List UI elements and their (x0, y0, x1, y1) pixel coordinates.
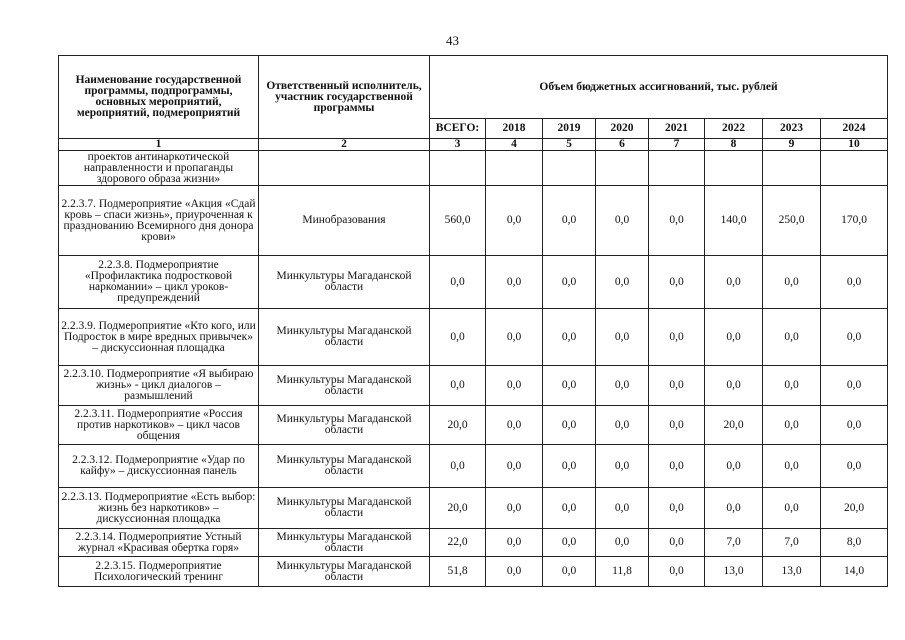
column-number: 7 (649, 139, 705, 151)
row-year-value: 0,0 (486, 309, 543, 366)
row-year-value: 0,0 (486, 529, 543, 557)
row-year-value: 0,0 (596, 366, 649, 406)
row-year-value: 0,0 (596, 488, 649, 529)
row-name: 2.2.3.10. Подмероприятие «Я выбираю жизнь» - цикл диалогов – размышлений (59, 366, 259, 406)
row-year-value: 0,0 (649, 186, 705, 256)
header-year: 2024 (821, 119, 888, 139)
row-year-value: 0,0 (596, 529, 649, 557)
row-year-value: 0,0 (543, 256, 596, 309)
row-year-value: 0,0 (763, 488, 821, 529)
row-total-value: 20,0 (430, 406, 486, 445)
row-year-value: 0,0 (763, 309, 821, 366)
page-number: 43 (446, 33, 459, 48)
row-year-value: 13,0 (705, 557, 763, 587)
row-year-value: 0,0 (649, 557, 705, 587)
column-number: 5 (543, 139, 596, 151)
row-year-value: 0,0 (649, 406, 705, 445)
header-responsible: Ответственный исполнитель, участник государственной программы (259, 56, 430, 139)
row-year-value: 0,0 (486, 445, 543, 488)
row-responsible: Минкультуры Магаданской области (259, 557, 430, 587)
row-year-value (705, 151, 763, 186)
header-year: 2018 (486, 119, 543, 139)
row-year-value: 0,0 (705, 309, 763, 366)
header-program-name: Наименование государственной программы, подпрограммы, основных мероприятий, мероприятий, подмероприятий (59, 56, 259, 139)
row-year-value (649, 151, 705, 186)
column-number: 9 (763, 139, 821, 151)
table-row (59, 529, 888, 557)
row-year-value: 0,0 (543, 557, 596, 587)
row-responsible: Минкультуры Магаданской области (259, 256, 430, 309)
row-year-value: 11,8 (596, 557, 649, 587)
row-year-value: 7,0 (763, 529, 821, 557)
row-year-value: 0,0 (649, 309, 705, 366)
row-total-value (430, 151, 486, 186)
row-year-value: 0,0 (649, 529, 705, 557)
row-name: 2.2.3.12. Подмероприятие «Удар по кайфу» – дискуссионная панель (59, 445, 259, 488)
table-row (59, 256, 888, 309)
row-name: 2.2.3.9. Подмероприятие «Кто кого, или Подросток в мире вредных привычек» – дискуссионная площадка (59, 309, 259, 366)
header-year: 2023 (763, 119, 821, 139)
row-year-value: 0,0 (649, 488, 705, 529)
row-year-value: 250,0 (763, 186, 821, 256)
table-row (59, 366, 888, 406)
row-year-value: 0,0 (543, 309, 596, 366)
row-year-value: 0,0 (763, 366, 821, 406)
row-year-value: 0,0 (705, 366, 763, 406)
row-total-value: 0,0 (430, 256, 486, 309)
row-total-value: 0,0 (430, 445, 486, 488)
row-year-value: 20,0 (705, 406, 763, 445)
table-row (59, 309, 888, 366)
row-year-value: 0,0 (543, 366, 596, 406)
header-total: ВСЕГО: (430, 119, 486, 139)
row-year-value: 8,0 (821, 529, 888, 557)
row-year-value: 0,0 (821, 406, 888, 445)
row-responsible (259, 151, 430, 186)
row-year-value: 0,0 (543, 529, 596, 557)
row-year-value: 170,0 (821, 186, 888, 256)
row-year-value: 0,0 (543, 445, 596, 488)
row-year-value: 20,0 (821, 488, 888, 529)
row-name: 2.2.3.11. Подмероприятие «Россия против наркотиков» – цикл часов общения (59, 406, 259, 445)
row-name: 2.2.3.15. Подмероприятие Психологический тренинг (59, 557, 259, 587)
row-responsible: Минкультуры Магаданской области (259, 366, 430, 406)
header-budget: Объем бюджетных ассигнований, тыс. рублей (430, 56, 888, 119)
row-year-value: 7,0 (705, 529, 763, 557)
row-year-value: 13,0 (763, 557, 821, 587)
column-number: 3 (430, 139, 486, 151)
row-year-value: 0,0 (705, 445, 763, 488)
row-total-value: 0,0 (430, 309, 486, 366)
row-total-value: 20,0 (430, 488, 486, 529)
table-body (59, 151, 888, 587)
row-year-value (486, 151, 543, 186)
budget-table (58, 55, 888, 587)
row-year-value: 0,0 (596, 256, 649, 309)
row-name: 2.2.3.7. Подмероприятие «Акция «Сдай кровь – спаси жизнь», приуроченная к празднованию Всемирного дня донора крови» (59, 186, 259, 256)
column-number: 8 (705, 139, 763, 151)
row-name: 2.2.3.13. Подмероприятие «Есть выбор: жизнь без наркотиков» – дискуссионная площадка (59, 488, 259, 529)
column-number: 10 (821, 139, 888, 151)
row-total-value: 560,0 (430, 186, 486, 256)
row-year-value: 0,0 (705, 488, 763, 529)
row-year-value: 0,0 (763, 406, 821, 445)
table-row (59, 186, 888, 256)
column-number: 1 (59, 139, 259, 151)
row-year-value: 0,0 (486, 366, 543, 406)
row-year-value: 0,0 (763, 256, 821, 309)
row-year-value: 0,0 (821, 309, 888, 366)
row-responsible: Минобразования (259, 186, 430, 256)
row-name: проектов антинаркотической направленности и пропаганды здорового образа жизни» (59, 151, 259, 186)
row-year-value: 140,0 (705, 186, 763, 256)
row-total-value: 22,0 (430, 529, 486, 557)
row-year-value: 0,0 (763, 445, 821, 488)
header-year: 2021 (649, 119, 705, 139)
row-responsible: Минкультуры Магаданской области (259, 529, 430, 557)
row-year-value (543, 151, 596, 186)
row-responsible: Минкультуры Магаданской области (259, 309, 430, 366)
row-year-value: 0,0 (649, 445, 705, 488)
row-total-value: 0,0 (430, 366, 486, 406)
row-name: 2.2.3.14. Подмероприятие Устный журнал «Красивая обертка горя» (59, 529, 259, 557)
row-year-value: 0,0 (649, 256, 705, 309)
table-row (59, 445, 888, 488)
column-number: 2 (259, 139, 430, 151)
row-responsible: Минкультуры Магаданской области (259, 488, 430, 529)
row-year-value: 0,0 (705, 256, 763, 309)
row-year-value: 0,0 (649, 366, 705, 406)
row-year-value (596, 151, 649, 186)
row-year-value (821, 151, 888, 186)
row-year-value (763, 151, 821, 186)
row-name: 2.2.3.8. Подмероприятие «Профилактика подростковой наркомании» – цикл уроков-предупреждений (59, 256, 259, 309)
column-number: 4 (486, 139, 543, 151)
row-year-value: 0,0 (486, 488, 543, 529)
row-responsible: Минкультуры Магаданской области (259, 406, 430, 445)
table-row (59, 151, 888, 186)
row-year-value: 0,0 (596, 406, 649, 445)
row-year-value: 0,0 (596, 445, 649, 488)
table-row (59, 488, 888, 529)
row-year-value: 0,0 (486, 406, 543, 445)
row-year-value: 0,0 (821, 366, 888, 406)
row-year-value: 0,0 (486, 557, 543, 587)
table-row (59, 406, 888, 445)
row-year-value: 0,0 (543, 406, 596, 445)
row-responsible: Минкультуры Магаданской области (259, 445, 430, 488)
row-total-value: 51,8 (430, 557, 486, 587)
row-year-value: 0,0 (821, 256, 888, 309)
row-year-value: 0,0 (596, 309, 649, 366)
row-year-value: 0,0 (486, 186, 543, 256)
row-year-value: 0,0 (486, 256, 543, 309)
row-year-value: 0,0 (821, 445, 888, 488)
column-number: 6 (596, 139, 649, 151)
table-row (59, 557, 888, 587)
row-year-value: 0,0 (543, 488, 596, 529)
header-year: 2020 (596, 119, 649, 139)
row-year-value: 14,0 (821, 557, 888, 587)
header-year: 2022 (705, 119, 763, 139)
row-year-value: 0,0 (543, 186, 596, 256)
header-year: 2019 (543, 119, 596, 139)
row-year-value: 0,0 (596, 186, 649, 256)
